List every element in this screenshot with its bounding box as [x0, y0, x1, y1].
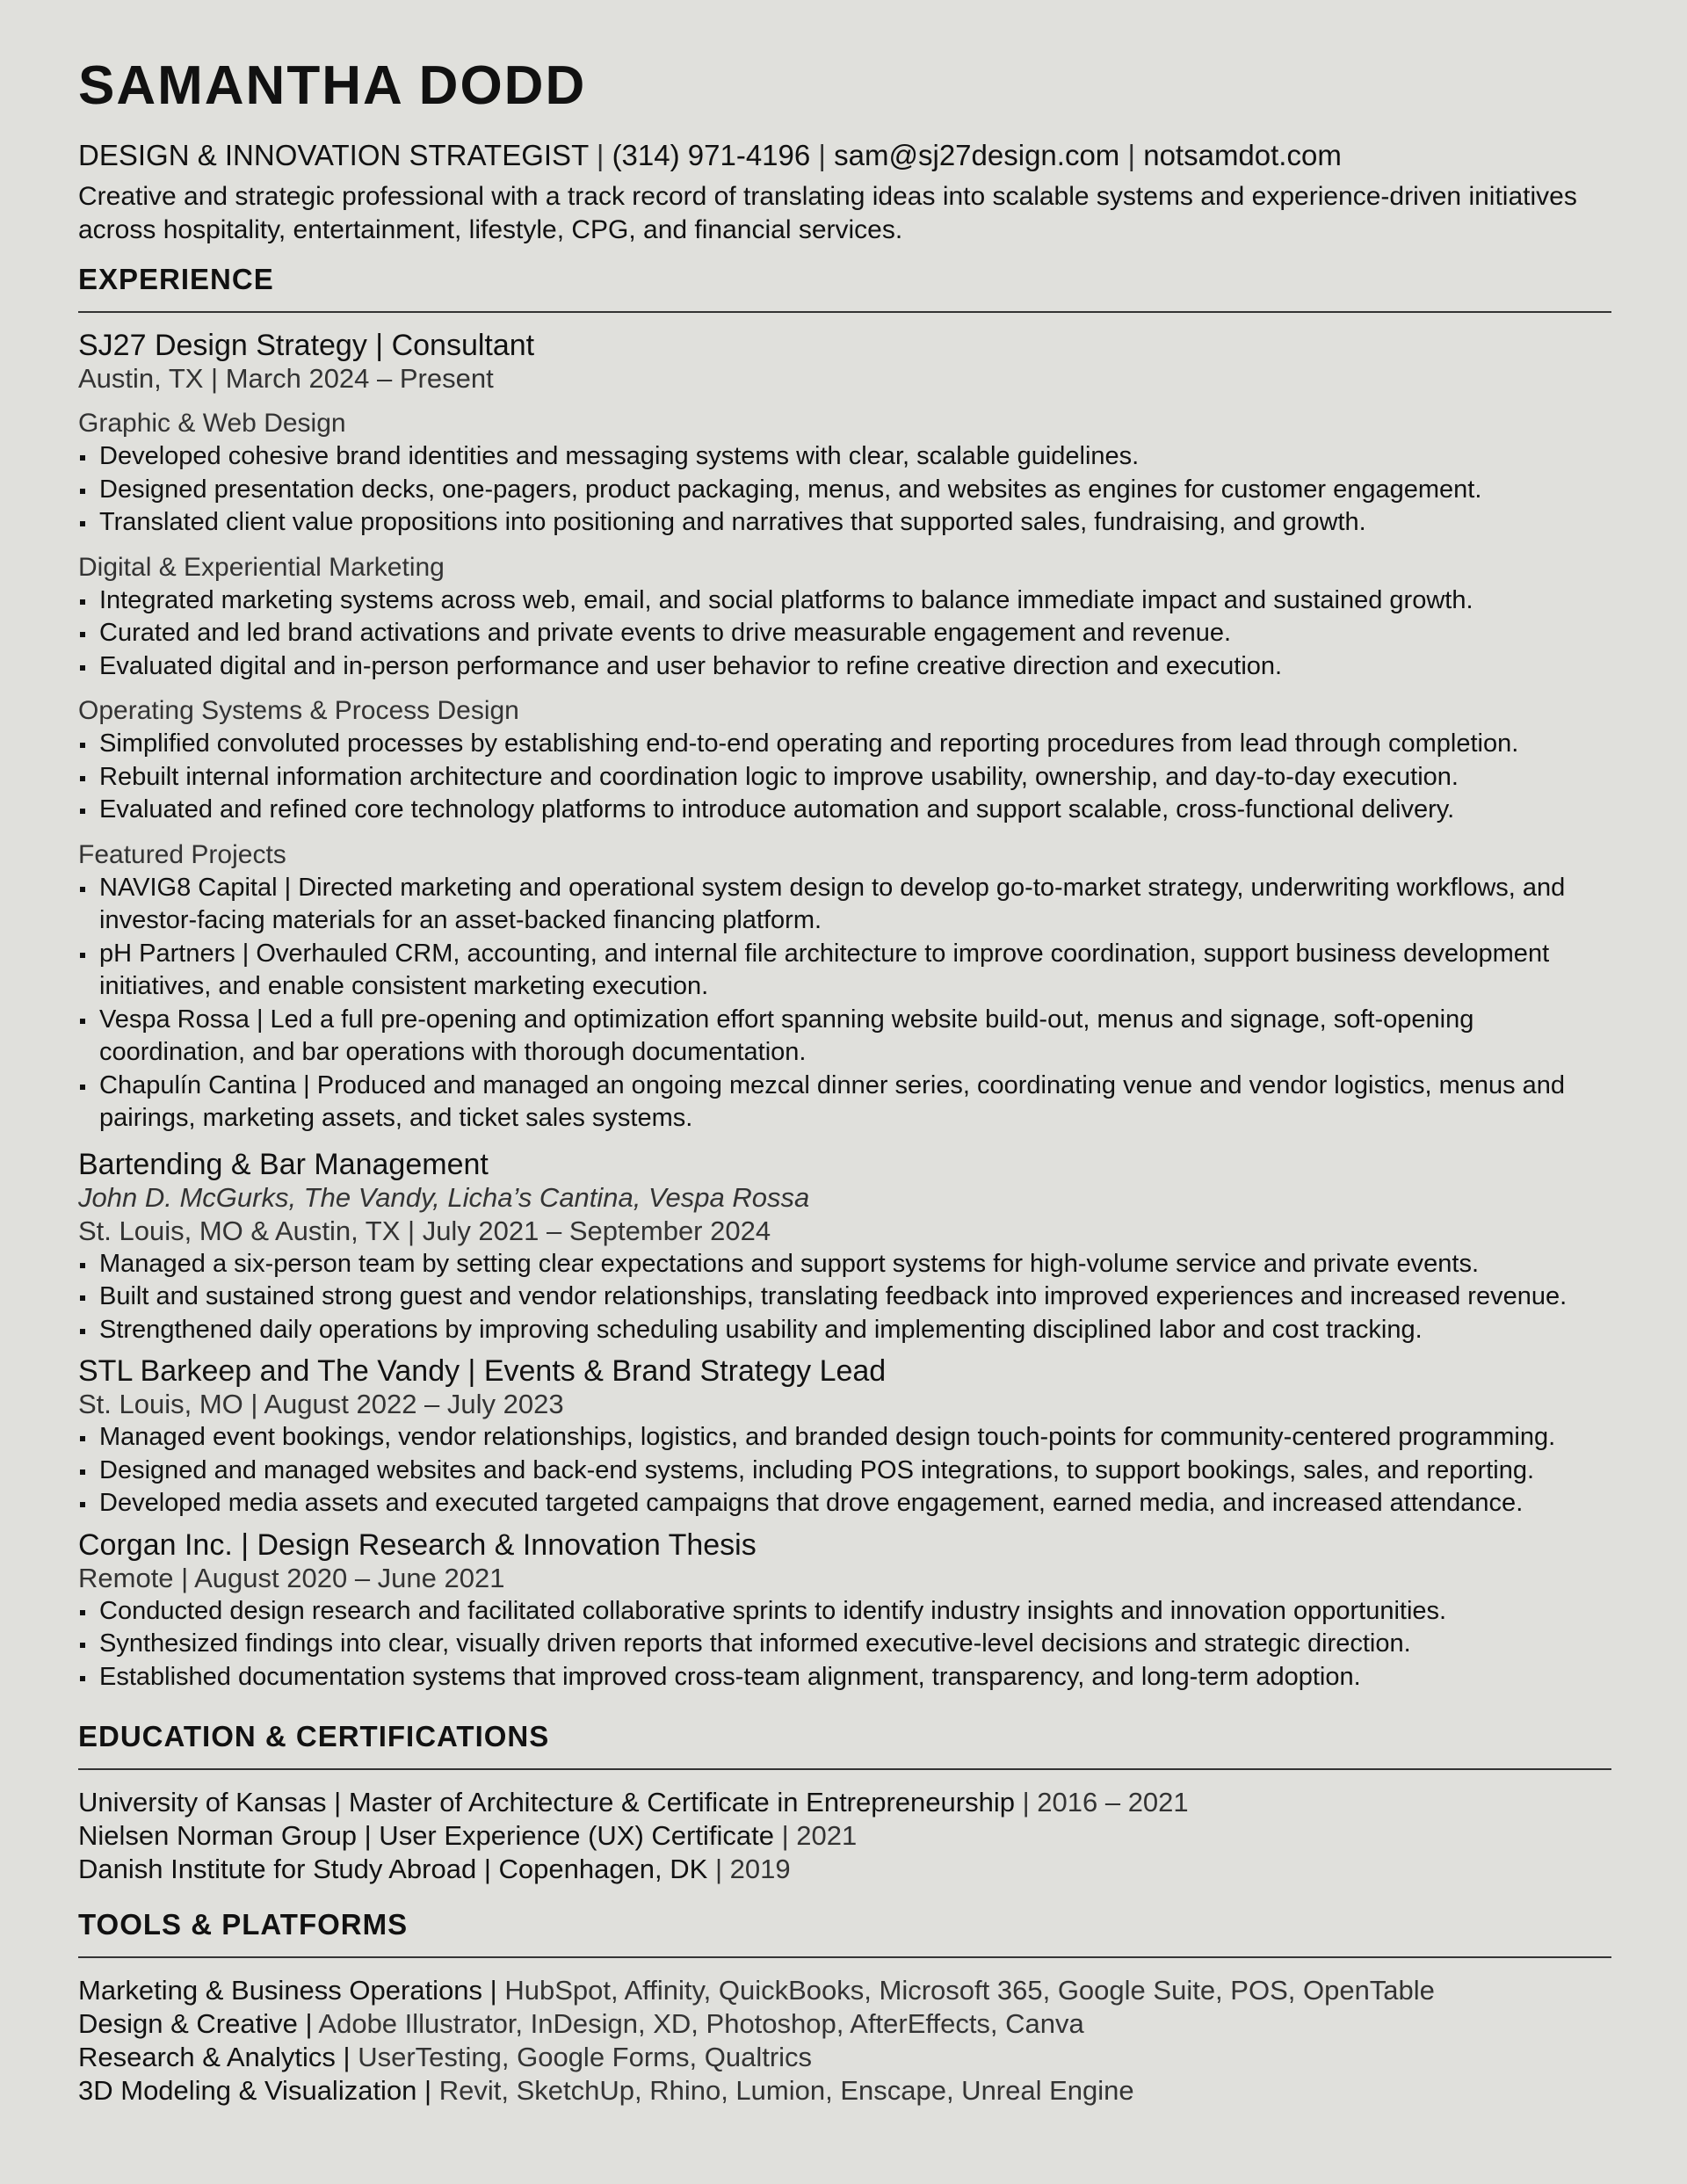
tool-category: Marketing & Business Operations |	[78, 1975, 497, 2006]
job-heading: Corgan Inc. | Design Research & Innovation Thesis	[78, 1527, 757, 1562]
experience-section	[78, 263, 1610, 1694]
bullet-item: Curated and led brand activations and private events to drive measurable engagement and revenue.	[78, 617, 1610, 650]
bullet-list	[78, 728, 1610, 827]
bullet-item: Strengthened daily operations by improving scheduling usability and implementing disciplined labor and cost tracking.	[78, 1314, 1610, 1347]
section-divider	[78, 311, 1611, 313]
bullet-item: Vespa Rossa | Led a full pre-opening and optimization effort spanning website build-out, menus and signage, soft-opening coordination, and bar operations with thorough documentation.	[78, 1004, 1610, 1070]
section-heading: EDUCATION & CERTIFICATIONS	[78, 1720, 550, 1752]
section-divider	[78, 1768, 1611, 1770]
tools-section	[78, 1908, 1610, 2108]
job-venues: John D. McGurks, The Vandy, Licha’s Cantina, Vespa Rossa	[78, 1181, 810, 1213]
bullet-item: Chapulín Cantina | Produced and managed an ongoing mezcal dinner series, coordinating venue and vendor logistics, menus and pairings, marketing assets, and ticket sales systems.	[78, 1070, 1610, 1136]
education-item	[78, 1853, 1610, 1886]
job-heading: SJ27 Design Strategy | Consultant	[78, 329, 535, 362]
subsection-heading: Operating Systems & Process Design	[78, 696, 519, 725]
job-location-dates: Remote | August 2020 – June 2021	[78, 1562, 505, 1593]
education-detail: Nielsen Norman Group | User Experience (UX) Certificate	[78, 1820, 774, 1851]
education-section	[78, 1720, 1610, 1886]
bullet-item: Translated client value propositions into positioning and narratives that supported sales, fundraising, and growth.	[78, 506, 1610, 540]
job-entry	[78, 1528, 1610, 1694]
job-location-dates: St. Louis, MO & Austin, TX | July 2021 – September 2024	[78, 1215, 771, 1246]
bullet-item: pH Partners | Overhauled CRM, accounting, and internal file architecture to improve coordination, support business development initiatives, and enable consistent marketing execution.	[78, 938, 1610, 1004]
education-item	[78, 1819, 1610, 1853]
summary-paragraph: Creative and strategic professional with a track record of translating ideas into scalable systems and experience-driven initiatives across hospitality, entertainment, lifestyle, CPG, and financial services.	[78, 182, 1577, 244]
bullet-list	[78, 872, 1610, 1136]
bullet-list	[78, 1595, 1610, 1694]
section-divider	[78, 1956, 1611, 1958]
bullet-item: Developed cohesive brand identities and messaging systems with clear, scalable guidelines.	[78, 440, 1610, 474]
tool-item	[78, 2074, 1610, 2108]
subsection-heading: Digital & Experiential Marketing	[78, 552, 445, 582]
section-heading: TOOLS & PLATFORMS	[78, 1908, 409, 1941]
separator: |	[596, 139, 605, 171]
bullet-item: Managed a six-person team by setting clear expectations and support systems for high-volume service and private events.	[78, 1248, 1610, 1281]
job-entry	[78, 1354, 1610, 1520]
tool-list: HubSpot, Affinity, QuickBooks, Microsoft 365, Google Suite, POS, OpenTable	[504, 1975, 1435, 2006]
job-heading: STL Barkeep and The Vandy | Events & Brand Strategy Lead	[78, 1354, 887, 1388]
bullet-item: NAVIG8 Capital | Directed marketing and operational system design to develop go-to-market strategy, underwriting workflows, and investor-facing materials for an asset-backed financing platform.	[78, 872, 1610, 938]
separator: |	[1127, 139, 1136, 171]
bullet-item: Managed event bookings, vendor relationships, logistics, and branded design touch-points for community-centered programming.	[78, 1421, 1610, 1455]
tool-category: Design & Creative |	[78, 2008, 313, 2039]
education-date: | 2016 – 2021	[1022, 1787, 1189, 1818]
bullet-item: Developed media assets and executed targeted campaigns that drove engagement, earned media, and increased attendance.	[78, 1487, 1610, 1520]
bullet-item: Simplified convoluted processes by establishing end-to-end operating and reporting procedures from lead through completion.	[78, 728, 1610, 761]
separator: |	[818, 139, 826, 171]
section-heading: EXPERIENCE	[78, 263, 274, 295]
job-heading: Bartending & Bar Management	[78, 1147, 489, 1181]
tool-category: 3D Modeling & Visualization |	[78, 2075, 432, 2106]
website-link: notsamdot.com	[1143, 139, 1342, 171]
bullet-item: Rebuilt internal information architecture and coordination logic to improve usability, ownership, and day-to-day execution.	[78, 761, 1610, 795]
bullet-list	[78, 440, 1610, 540]
tool-list: Revit, SketchUp, Rhino, Lumion, Enscape, Unreal Engine	[438, 2075, 1134, 2106]
bullet-item: Synthesized findings into clear, visually driven reports that informed executive-level decisions and strategic direction.	[78, 1628, 1610, 1661]
education-detail: Danish Institute for Study Abroad | Copenhagen, DK	[78, 1854, 708, 1884]
job-entry	[78, 329, 1610, 1136]
tool-list: UserTesting, Google Forms, Qualtrics	[358, 2042, 813, 2072]
tool-category: Research & Analytics |	[78, 2042, 351, 2072]
bullet-item: Evaluated and refined core technology platforms to introduce automation and support scalable, cross-functional delivery.	[78, 794, 1610, 827]
subsection-heading: Graphic & Web Design	[78, 409, 346, 438]
tool-item	[78, 2041, 1610, 2074]
job-location-dates: Austin, TX | March 2024 – Present	[78, 363, 494, 394]
bullet-item: Established documentation systems that improved cross-team alignment, transparency, and long-term adoption.	[78, 1661, 1610, 1694]
tool-list: Adobe Illustrator, InDesign, XD, Photoshop, AfterEffects, Canva	[318, 2008, 1084, 2039]
bullet-list	[78, 1248, 1610, 1347]
job-location-dates: St. Louis, MO | August 2022 – July 2023	[78, 1389, 564, 1419]
education-detail: University of Kansas | Master of Architecture & Certificate in Entrepreneurship	[78, 1787, 1015, 1818]
tool-item	[78, 2007, 1610, 2041]
email-address: sam@sj27design.com	[834, 139, 1120, 171]
bullet-item: Evaluated digital and in-person performance and user behavior to refine creative direction and execution.	[78, 650, 1610, 684]
education-date: | 2021	[781, 1820, 858, 1851]
contact-line	[78, 138, 1610, 173]
phone-number: (314) 971-4196	[612, 139, 811, 171]
bullet-item: Integrated marketing systems across web, email, and social platforms to balance immediate impact and sustained growth.	[78, 584, 1610, 618]
bullet-item: Conducted design research and facilitated collaborative sprints to identify industry insights and innovation opportunities.	[78, 1595, 1610, 1629]
bullet-list	[78, 584, 1610, 684]
tool-item	[78, 1974, 1610, 2007]
bullet-item: Designed presentation decks, one-pagers, product packaging, menus, and websites as engines for customer engagement.	[78, 474, 1610, 507]
bullet-item: Built and sustained strong guest and vendor relationships, translating feedback into improved experiences and increased revenue.	[78, 1281, 1610, 1314]
subsection-heading: Featured Projects	[78, 839, 286, 869]
job-entry	[78, 1148, 1610, 1347]
bullet-item: Designed and managed websites and back-end systems, including POS integrations, to support bookings, sales, and reporting.	[78, 1455, 1610, 1488]
bullet-list	[78, 1421, 1610, 1520]
education-item	[78, 1786, 1610, 1819]
job-title: DESIGN & INNOVATION STRATEGIST	[78, 139, 589, 171]
education-date: | 2019	[714, 1854, 791, 1884]
candidate-name: SAMANTHA DODD	[78, 55, 587, 116]
